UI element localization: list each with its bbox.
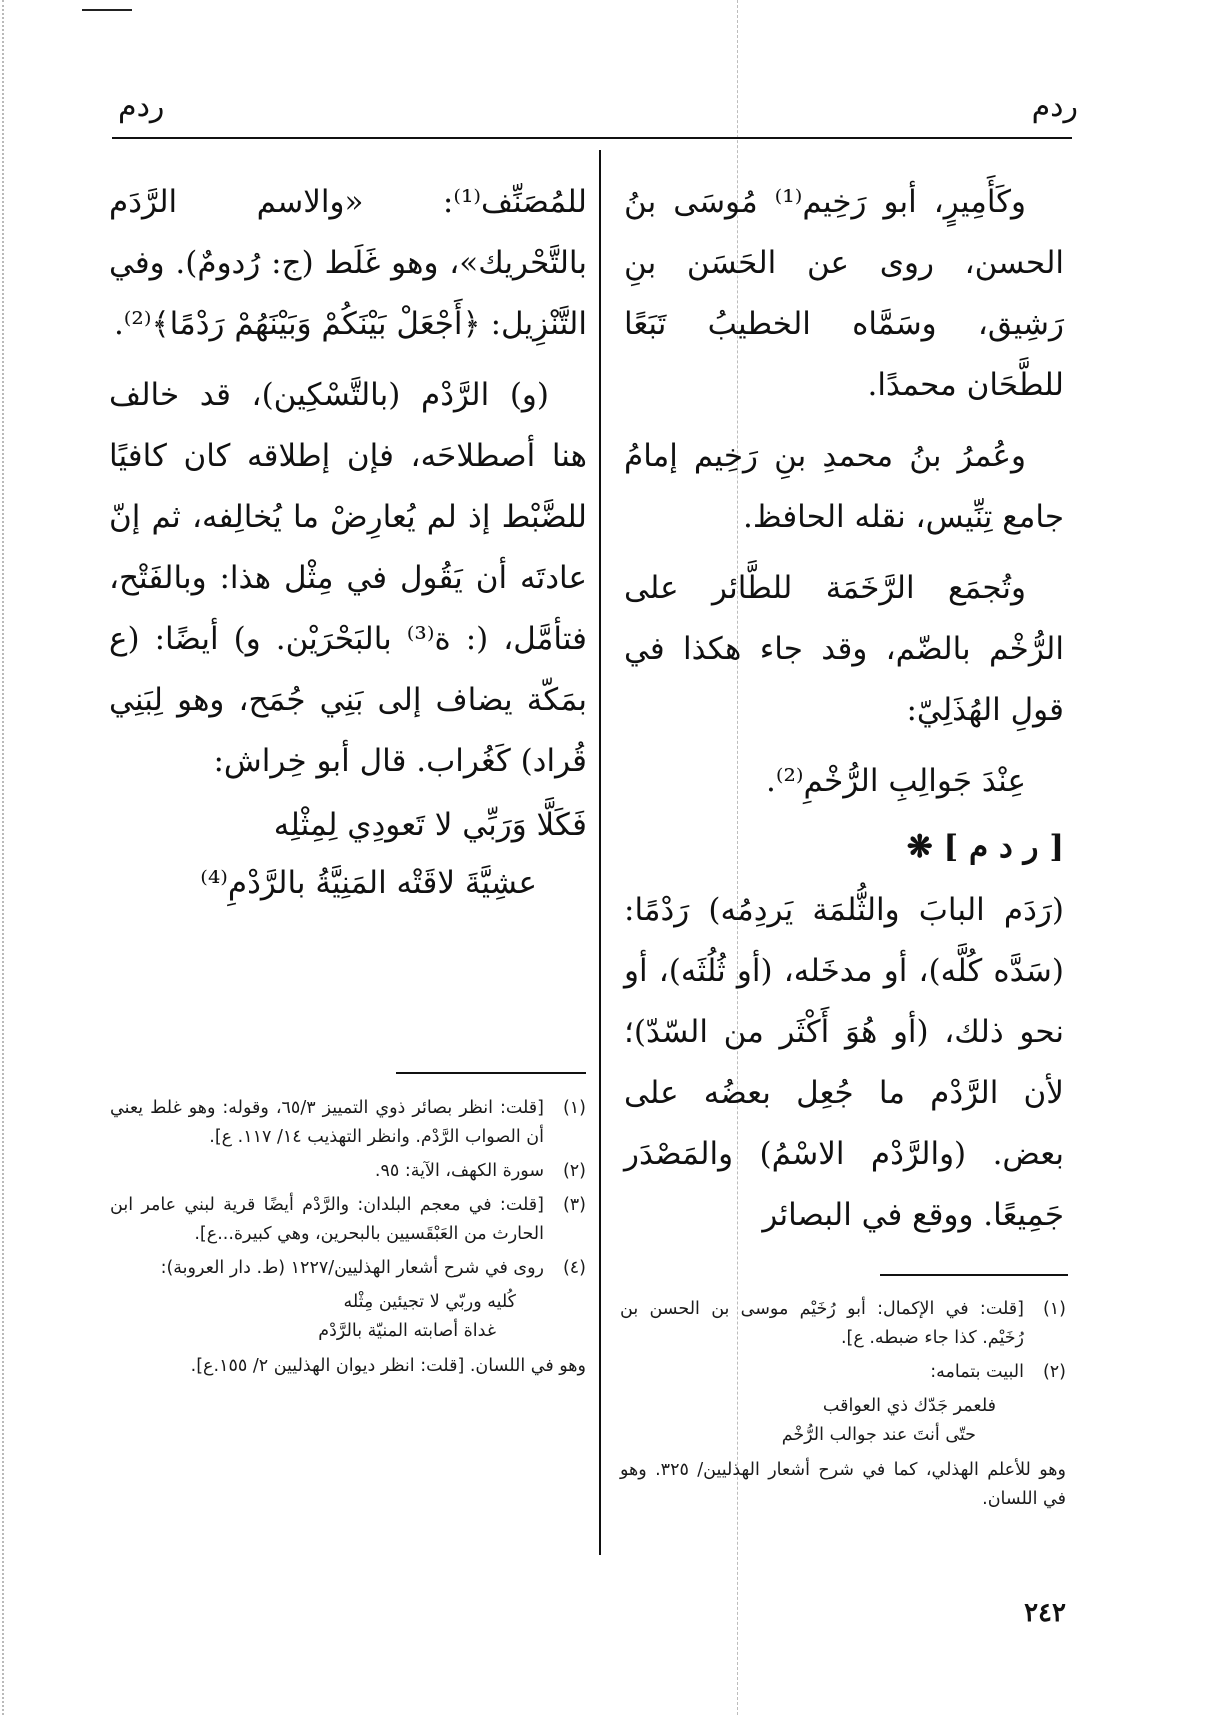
left-column	[109, 172, 587, 912]
footnote-text: [قلت: انظر بصائر ذوي التمييز ٦٥/٣، وقوله: وهو غلط يعني أن الصواب الرَّدْم. وانظر التهذيب ١٤/ ١١٧. ع].	[110, 1098, 545, 1147]
right-paragraph-2: وعُمرُ بنُ محمدِ بنِ رَخِيم إمامُ جامع تِنِّيس، نقله الحافظ.	[624, 438, 1064, 535]
header-rule	[112, 137, 1072, 139]
footnote-text: البيت بتمامه:	[930, 1362, 1024, 1382]
footnotes-left	[110, 1094, 586, 1381]
column-divider	[599, 150, 601, 1555]
footnote-poem-line-1: كُليه وربّي لا تجيئين مِثْله	[343, 1292, 516, 1312]
footnote	[110, 1094, 586, 1152]
footnote-text: روى في شرح أشعار الهذليين/١٢٢٧ (ط. دار العروبة):	[160, 1258, 544, 1278]
footnote	[110, 1254, 586, 1283]
footnote-text: [قلت: في الإكمال: أبو رُخَيْم موسى بن الحسن بن رُخَيْم. كذا جاء ضبطه. ع].	[620, 1299, 1024, 1348]
footnote-poem-line-2: غداة أصابته المنيّة بالرَّدْم	[318, 1321, 496, 1341]
footnote-continuation: وهو في اللسان. [قلت: انظر ديوان الهذليين ٢/ ١٥٥.ع].	[190, 1356, 586, 1376]
footnote-text: [قلت: في معجم البلدان: والرَّدْم أيضًا قرية لبني عامر ابن الحارث من العَبْقَسيين بالبحرين، وهي كبيرة...ع].	[110, 1195, 544, 1244]
footnote	[110, 1191, 586, 1249]
footnote	[620, 1295, 1066, 1353]
verse-line-2: عشِيَّةَ لاقَتْه المَنِيَّةُ بالرَّدْمِ⁽⁴⁾	[200, 865, 537, 901]
footnote-number: (٣)	[562, 1195, 586, 1215]
right-paragraph-4: (رَدَم البابَ والثُّلمَة يَردِمُه) رَدْمًا: (سَدَّه كُلَّه)، أو مدخَله، (أو ثُلُثَه)، أو نحو ذلك، (أو هُوَ أَكْثَر من السّدّ)؛ لأن الرَّدْم ما جُعِل بعضُه على بعض. (والرَّدْم الاسْمُ) والمَصْدَر جَمِيعًا. ووقع في البصائر	[624, 892, 1064, 1233]
footnote	[110, 1157, 586, 1186]
footnote-number: (١)	[1042, 1299, 1066, 1319]
footnote-number: (١)	[562, 1098, 586, 1118]
left-verse	[109, 796, 587, 912]
footnote-poem-line-1: فلعمر جَدّك ذي العواقب	[822, 1396, 996, 1416]
running-head-right: ردم	[1031, 89, 1078, 124]
footnote-continuation: وهو للأعلم الهذلي، كما في شرح أشعار الهذليين/ ٣٢٥. وهو في اللسان.	[620, 1460, 1066, 1509]
page-edge-dots	[2, 0, 7, 1715]
footnote-number: (٤)	[562, 1258, 586, 1278]
footnote-poem-line-2: حتّى أنتَ عند جوالب الرُّخْم	[781, 1425, 976, 1445]
right-paragraph-1: وكَأَمِيرٍ، أبو رَخِيم⁽¹⁾ مُوسَى بنُ الحسن، روى عن الحَسَن بنِ رَشِيق، وسَمَّاه الخطيبُ تَبَعًا للطَّحَان محمدًا.	[624, 184, 1064, 403]
footnote-number: (٢)	[1042, 1362, 1066, 1382]
scan-mark	[82, 9, 132, 11]
footnote-poem	[620, 1392, 1066, 1450]
footnote	[620, 1358, 1066, 1387]
left-paragraph-1: للمُصَنِّف⁽¹⁾: «والاسم الرَّدَم بالتَّحْريك»، وهو غَلَط (ج: رُدومٌ). وفي التَّنْزِيل: ﴿أَجْعَلْ بَيْنَكُمْ وَبَيْنَهُمْ رَدْمًا﴾⁽²⁾.	[109, 184, 587, 342]
footnote-number: (٢)	[562, 1161, 586, 1181]
footnote-poem	[110, 1288, 586, 1346]
footnotes-right	[620, 1295, 1066, 1514]
right-verse: عِنْدَ جَوالِبِ الرُّخْمِ⁽²⁾.	[766, 763, 1026, 799]
right-paragraph-3: وتُجمَع الرَّخَمَة للطَّائر على الرُّخْم بالضّم، وقد جاء هكذا في قولِ الهُذَلِيّ:	[624, 570, 1064, 728]
verse-line-1: فَكَلَّا وَرَبِّي لا تَعودِي لِمِثْلِه	[273, 807, 587, 843]
footnote-text: سورة الكهف، الآية: ٩٥.	[374, 1161, 544, 1181]
page-number: ٢٤٢	[1024, 1598, 1066, 1628]
left-paragraph-2: (و) الرَّدْم (بالتَّسْكِين)، قد خالف هنا أصطلاحَه، فإن إطلاقه كان كافيًا للضَّبْط إذ لم يُعارِضْ ما يُخالِفه، ثم إنّ عادتَه أن يَقُول في مِثْل هذا: وبالفَتْح، فتأمَّل، (: ة⁽³⁾ بالبَحْرَيْن. و) أيضًا: (ع بمَكّة يضاف إلى بَنِي جُمَح، وهو لِبَنِي قُراد) كَغُراب. قال أبو خِراش:	[109, 377, 587, 779]
running-head-left: ردم	[118, 89, 165, 124]
footnote-rule-left	[396, 1072, 586, 1074]
right-column	[624, 172, 1064, 1246]
entry-heading: [ ر د م ] ❋	[906, 829, 1064, 865]
footnote-rule-right	[880, 1274, 1068, 1276]
